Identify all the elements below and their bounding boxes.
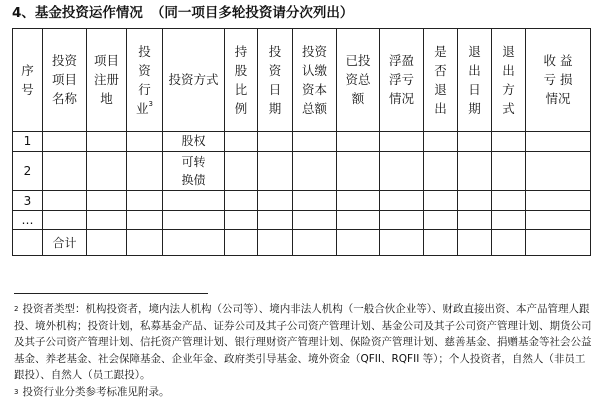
header-line: 投	[138, 43, 151, 59]
table-cell	[293, 210, 337, 230]
table-cell	[293, 230, 337, 256]
table-row	[13, 152, 591, 191]
column-header-text	[13, 61, 42, 99]
table-cell	[225, 131, 258, 152]
header-line: 收 益	[543, 53, 573, 69]
table-cell	[225, 230, 258, 256]
header-line: 是	[434, 43, 447, 59]
header-line: 投资方式	[168, 72, 219, 88]
header-line: 方	[502, 81, 515, 97]
section-title-note: （同一项目多轮投资请分次列出）	[150, 5, 354, 21]
total-label: 合计	[43, 230, 87, 256]
column-header	[258, 29, 293, 132]
column-header-text	[87, 51, 126, 108]
table-row	[13, 191, 591, 211]
table-cell	[526, 191, 591, 211]
column-header	[526, 29, 591, 132]
table-cell	[127, 191, 163, 211]
column-header	[424, 29, 458, 132]
header-line: 资本	[301, 81, 327, 97]
header-line: 业$^3$	[136, 99, 153, 116]
table-cell	[424, 152, 458, 191]
total-row	[13, 230, 591, 256]
table-cell	[337, 191, 380, 211]
table-cell	[492, 191, 526, 211]
header-line: 浮盈	[388, 53, 414, 69]
column-header-text	[163, 70, 224, 89]
table-cell	[87, 210, 127, 230]
header-line: 浮亏	[388, 72, 414, 88]
header-line: 期	[468, 100, 481, 116]
table-cell	[225, 210, 258, 230]
column-header-text	[380, 51, 423, 108]
table-cell	[380, 152, 424, 191]
header-line: 名称	[51, 91, 77, 107]
table-cell	[458, 191, 492, 211]
table-cell	[163, 230, 225, 256]
table-cell	[258, 230, 293, 256]
header-line: 持	[234, 43, 248, 59]
investment-method-text	[163, 132, 224, 150]
table-cell	[337, 152, 380, 191]
header-line: 认缴	[301, 62, 327, 78]
column-header	[163, 29, 225, 132]
footnote	[14, 384, 594, 401]
header-line: 比	[234, 81, 248, 97]
column-header	[87, 29, 127, 132]
header-line: 项目	[93, 53, 119, 69]
column-header-text	[258, 42, 292, 118]
header-line: 注册	[93, 72, 119, 88]
table-cell	[458, 210, 492, 230]
table-cell	[225, 152, 258, 191]
table-cell	[258, 191, 293, 211]
header-line: 额	[351, 91, 365, 107]
table-cell	[526, 230, 591, 256]
row-number-cell: …	[13, 210, 43, 230]
column-header	[127, 29, 163, 132]
header-line: 情况	[545, 91, 571, 107]
table-cell	[526, 210, 591, 230]
method-line: 可转	[181, 155, 206, 170]
header-line: 资总	[345, 72, 371, 88]
table-cell	[258, 131, 293, 152]
table-cell	[258, 210, 293, 230]
footnotes	[14, 301, 594, 401]
table-row	[13, 131, 591, 152]
table-cell	[424, 210, 458, 230]
fund-investment-table	[12, 28, 591, 256]
header-line: 退	[468, 43, 481, 59]
column-header-text	[458, 42, 491, 118]
table-cell	[87, 152, 127, 191]
header-line: 投资	[51, 53, 77, 69]
header-line: 出	[468, 62, 481, 78]
footnote-number: 2	[14, 305, 19, 313]
section-title-text: 4、基金投资运作情况	[12, 5, 143, 21]
column-header-text	[337, 51, 379, 108]
header-line: 号	[21, 81, 34, 97]
footnote	[14, 301, 594, 384]
method-line: 换债	[181, 173, 206, 188]
header-line: 日	[468, 81, 481, 97]
header-line: 投资	[301, 43, 327, 59]
header-line: 股	[234, 62, 248, 78]
table-row	[13, 210, 591, 230]
header-line: 地	[100, 91, 113, 107]
investment-method-cell	[163, 131, 225, 152]
table-header-row	[13, 29, 591, 132]
table-cell	[424, 230, 458, 256]
header-line: 退	[434, 81, 447, 97]
table-cell	[127, 131, 163, 152]
table-cell	[293, 152, 337, 191]
header-line: 退	[502, 43, 515, 59]
header-line: 否	[434, 62, 447, 78]
header-line: 行	[138, 81, 151, 97]
row-number-cell: 3	[13, 191, 43, 211]
column-header-text	[43, 51, 86, 108]
column-header-text	[526, 51, 590, 108]
footnote-ref: 3	[148, 99, 153, 108]
investment-method-text	[163, 153, 224, 189]
header-line: 资	[268, 62, 282, 78]
table-cell	[293, 191, 337, 211]
table-cell	[43, 210, 87, 230]
table-cell	[127, 152, 163, 191]
column-header	[492, 29, 526, 132]
column-header-text	[127, 42, 162, 118]
header-line: 日	[268, 81, 282, 97]
column-header	[225, 29, 258, 132]
table-cell	[127, 210, 163, 230]
header-line: 序	[21, 62, 34, 78]
table-cell	[163, 210, 225, 230]
header-line: 已投	[345, 53, 371, 69]
table-cell	[13, 230, 43, 256]
row-number-cell: 2	[13, 152, 43, 191]
table-cell	[127, 230, 163, 256]
table-cell	[458, 131, 492, 152]
footnote-text: 投资行业分类参考标准见附录。	[22, 385, 170, 398]
column-header	[458, 29, 492, 132]
table-cell	[43, 191, 87, 211]
column-header-text	[293, 42, 336, 118]
table-cell	[87, 191, 127, 211]
table-cell	[337, 210, 380, 230]
table-cell	[258, 152, 293, 191]
header-line: 投	[268, 43, 282, 59]
footnote-text: 投资者类型：机构投资者，境内法人机构（公司等）、境内非法人机构（一般合伙企业等）、财政直接出资、本产品管理人跟投、境外机构；投资计划，私募基金产品、证券公司及其子公司资产管理计划、基金公司及其子公司资产管理计划、期货公司及其子公司资产管理计划、信托资产管理计划、银行理财资产管理计划、保险资产管理计划、慈善基金、捐赠基金等社会公益基金、养老基金、社会保障基金、企业年金、政府类引导基金、境外资金（QFII、RQFII 等）；个人投资者，自然人（非员工跟投）、自然人（员工跟投）。	[14, 303, 592, 382]
table-cell	[424, 131, 458, 152]
header-line: 例	[234, 100, 248, 116]
footnote-number: 3	[14, 387, 19, 396]
header-line: 资	[138, 62, 151, 78]
table-cell	[87, 230, 127, 256]
table-cell	[492, 230, 526, 256]
footnote-rule	[14, 293, 208, 294]
table-cell	[225, 191, 258, 211]
column-header	[293, 29, 337, 132]
column-header	[380, 29, 424, 132]
table-cell	[380, 191, 424, 211]
row-number-cell: 1	[13, 131, 43, 152]
header-line: 出	[434, 100, 447, 116]
column-header-text	[492, 42, 525, 118]
investment-method-cell	[163, 152, 225, 191]
header-line: 项目	[51, 72, 77, 88]
table-cell	[492, 210, 526, 230]
header-line: 总额	[301, 100, 327, 116]
method-line: 股权	[181, 134, 206, 149]
table-cell	[458, 152, 492, 191]
table-cell	[337, 230, 380, 256]
table-cell	[526, 131, 591, 152]
table-cell	[163, 191, 225, 211]
table-cell	[380, 131, 424, 152]
table-cell	[380, 210, 424, 230]
header-line: 亏 损	[543, 72, 573, 88]
column-header	[43, 29, 87, 132]
table-cell	[43, 152, 87, 191]
table-cell	[526, 152, 591, 191]
column-header-text	[225, 42, 257, 118]
section-title	[12, 2, 353, 24]
header-line: 期	[268, 100, 282, 116]
column-header	[337, 29, 380, 132]
header-line: 出	[502, 62, 515, 78]
table-cell	[424, 191, 458, 211]
table-cell	[43, 131, 87, 152]
column-header-text	[424, 42, 457, 118]
table-cell	[337, 131, 380, 152]
header-line: 式	[502, 100, 515, 116]
table-cell	[492, 131, 526, 152]
column-header	[13, 29, 43, 132]
table-cell	[380, 230, 424, 256]
table-cell	[87, 131, 127, 152]
table-cell	[492, 152, 526, 191]
table-cell	[293, 131, 337, 152]
header-line: 情况	[388, 91, 414, 107]
table-cell	[458, 230, 492, 256]
